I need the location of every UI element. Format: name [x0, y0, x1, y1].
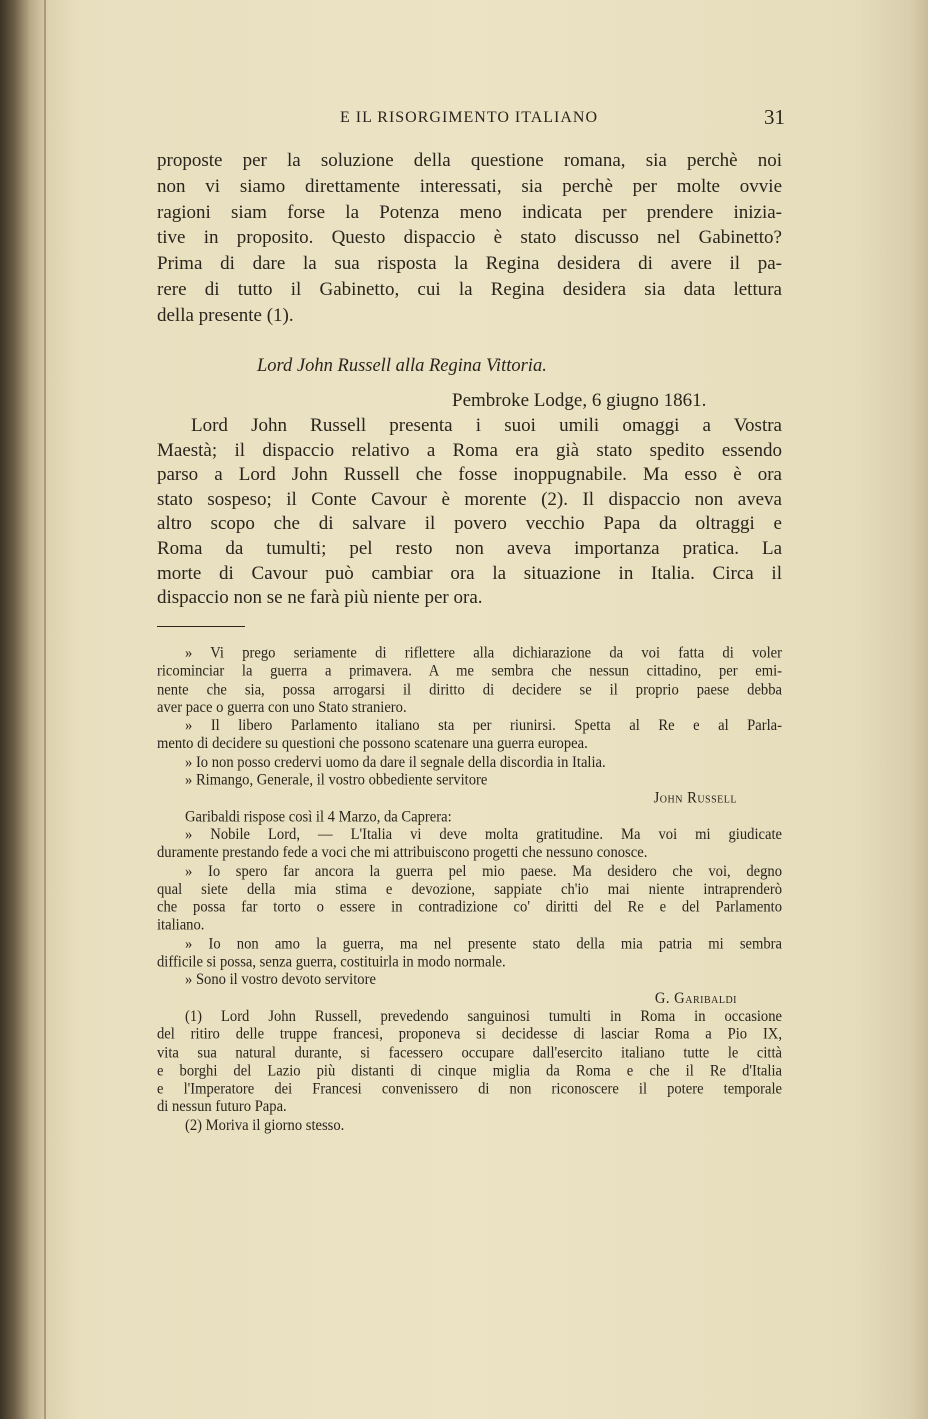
text-line: altro scopo che di salvare il povero vecchio Papa da oltraggi e — [157, 513, 782, 535]
text-line: che possa far torto o essere in contradizione co' diritti del Re e del Parlamento — [157, 899, 782, 917]
text-line: Lord John Russell presenta i suoi umili omaggi a Vostra — [191, 415, 782, 436]
text-line: » Il libero Parlamento italiano sta per riunirsi. Spetta al Re e al Parla- — [185, 717, 782, 735]
text-line: aver pace o guerra con uno Stato straniero. — [157, 699, 407, 717]
paragraph — [157, 718, 782, 754]
signature: John Russell — [653, 790, 737, 808]
text-line: duramente prestando fede a voci che mi attribuiscono progetti che nessuno conosce. — [157, 844, 648, 862]
text-line: qual siete della mia stima e devozione, sappiate ch'io mai niente intraprenderò — [157, 881, 782, 898]
text-line: e l'Imperatore dei Francesi convenissero di non riconoscere il potere temporale — [157, 1080, 782, 1098]
text-line: Roma da tumulti; pel resto non aveva importanza pratica. La — [157, 537, 782, 559]
text-line: nente che sia, possa arrogarsi il diritto di decidere se il proprio paese debba — [157, 681, 782, 699]
paragraph — [157, 754, 782, 772]
body-text-letter — [157, 414, 782, 611]
paragraph — [157, 772, 782, 790]
page-number: 31 — [764, 105, 785, 129]
text-line: (1) Lord John Russell, prevedendo sanguinosi tumulti in Roma in occasione — [185, 1008, 782, 1026]
signature: G. Garibaldi — [654, 990, 737, 1007]
text-line: tive in proposito. Questo dispaccio è stato discusso nel Gabinetto? — [157, 227, 782, 249]
paragraph — [157, 863, 782, 936]
footnote-separator — [157, 626, 245, 627]
text-line: rere di tutto il Gabinetto, cui la Regina desidera sia data lettura — [157, 278, 782, 300]
text-line: ricominciar la guerra a primavera. A me sembra che nessun cittadino, per emi- — [157, 663, 782, 680]
text-line: mento di decidere su questioni che possono scatenare una guerra europea. — [157, 735, 588, 753]
text-line: » Io non posso credervi uomo da dare il segnale della discordia in Italia. — [185, 753, 606, 771]
text-line: proposte per la soluzione della questione romana, sia perchè noi — [157, 150, 782, 171]
text-line: » Io spero far ancora la guerra pel mio paese. Ma desidero che voi, degno — [185, 862, 782, 880]
text-line: del ritiro delle truppe francesi, proponeva si decidesse di lasciar Roma a Pio IX, — [157, 1026, 782, 1044]
text-line: » Nobile Lord, — L'Italia vi deve molta gratitudine. Ma voi mi giudicate — [185, 826, 782, 844]
text-line: difficile si possa, senza guerra, costituirla in modo normale. — [157, 953, 506, 971]
paragraph — [157, 936, 782, 972]
text-line: Prima di dare la sua risposta la Regina desidera di avere il pa- — [157, 253, 782, 275]
text-line: stato sospeso; il Conte Cavour è morente (2). Il dispaccio non aveva — [157, 488, 782, 510]
text-line: » Rimango, Generale, il vostro obbediente servitore — [185, 772, 488, 789]
paragraph — [157, 827, 782, 863]
footnotes — [157, 645, 782, 1135]
text-line: (2) Moriva il giorno stesso. — [185, 1117, 345, 1135]
letter-heading: Lord John Russell alla Regina Vittoria. — [257, 356, 547, 376]
text-line: dispaccio non se ne farà più niente per ora. — [157, 587, 483, 609]
text-line: Garibaldi rispose così il 4 Marzo, da Caprera: — [185, 808, 452, 826]
text-line: e borghi del Lazio più distanti di cinque miglia da Roma e che il Re d'Italia — [157, 1062, 782, 1080]
paragraph — [157, 1117, 782, 1135]
paragraph — [157, 972, 782, 990]
text-line: ragioni siam forse la Potenza meno indicata per prendere inizia- — [157, 201, 782, 223]
paragraph — [157, 808, 782, 826]
paragraph — [157, 414, 782, 611]
text-line: » Vi prego seriamente di riflettere alla dichiarazione da voi fatta di voler — [185, 645, 782, 662]
text-line: italiano. — [157, 917, 205, 935]
book-binding-edge — [44, 0, 46, 1419]
paragraph — [157, 1008, 782, 1117]
text-line: » Sono il vostro devoto servitore — [185, 971, 376, 989]
text-line: di nessun futuro Papa. — [157, 1099, 287, 1116]
letter-dateline: Pembroke Lodge, 6 giugno 1861. — [452, 390, 707, 411]
paragraph — [157, 645, 782, 718]
text-line: non vi siamo direttamente interessati, sia perchè per molte ovvie — [157, 175, 782, 197]
text-line: Maestà; il dispaccio relativo a Roma era già stato spedito essendo — [157, 439, 782, 461]
body-text-intro — [157, 148, 782, 329]
text-line: della presente (1). — [157, 304, 294, 326]
text-line: parso a Lord John Russell che fosse inoppugnabile. Ma esso è ora — [157, 464, 782, 486]
paragraph — [157, 148, 782, 329]
running-title: E IL RISORGIMENTO ITALIANO — [340, 109, 599, 126]
text-line: morte di Cavour può cambiar ora la situazione in Italia. Circa il — [157, 562, 782, 584]
page-header — [157, 103, 785, 133]
text-line: vita sua natural durante, si facessero occupare dall'esercito italiano tutte le città — [157, 1044, 782, 1062]
text-line: » Io non amo la guerra, ma nel presente stato della mia patria mi sembra — [185, 935, 782, 953]
